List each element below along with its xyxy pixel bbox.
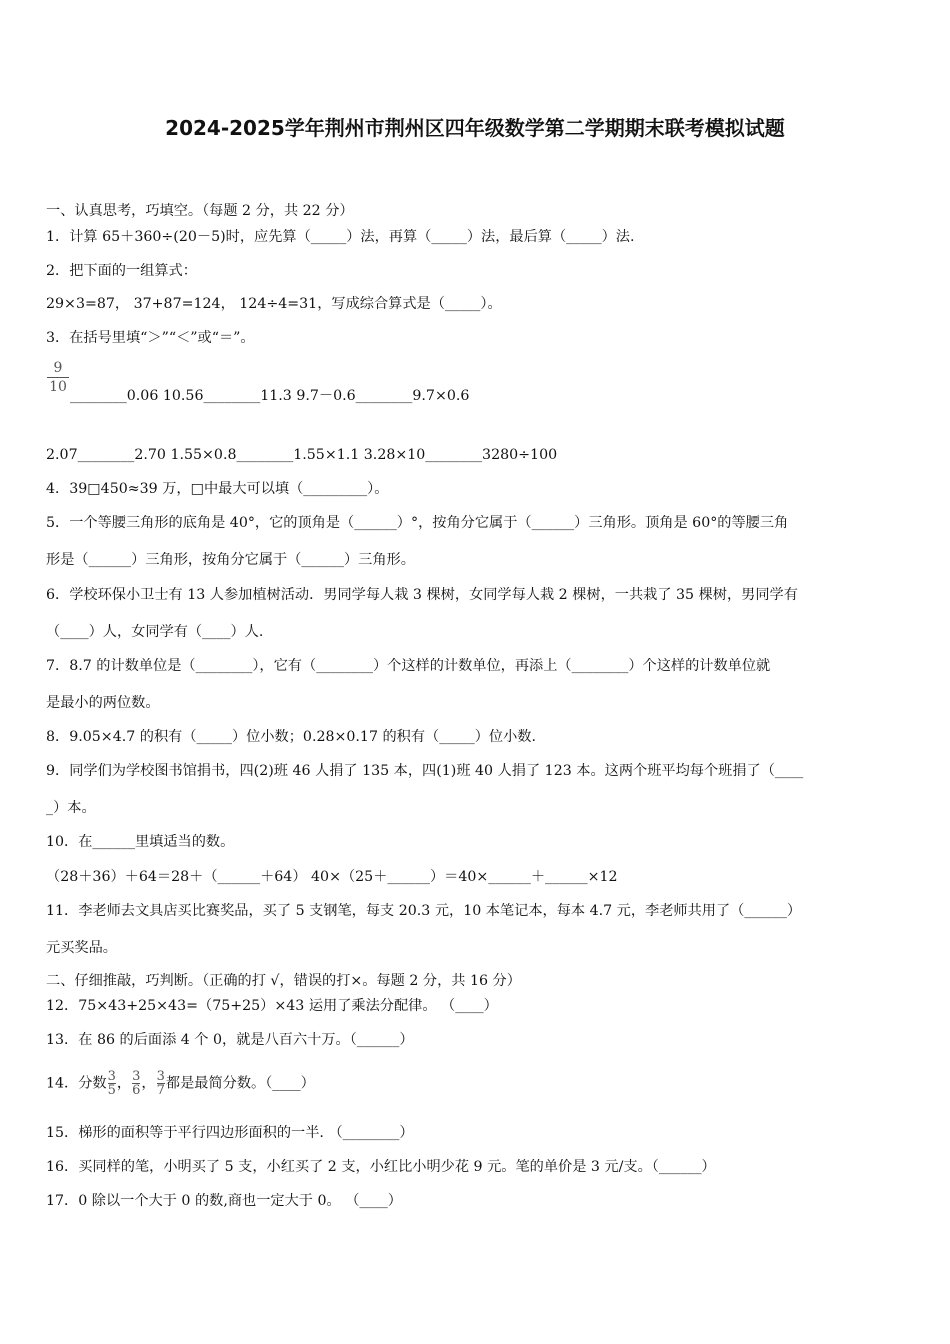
question-2-equations: 29×3=87， 37+87=124， 124÷4=31，写成综合算式是（_____）。: [46, 296, 502, 312]
question-7-line-2: 是最小的两位数。: [46, 695, 160, 711]
question-2: 2．把下面的一组算式：: [46, 263, 197, 279]
question-6-line-1: 6．学校环保小卫士有 13 人参加植树活动．男同学每人栽 3 棵树，女同学每人栽 2 棵树，一共栽了 35 棵树，男同学有: [46, 587, 798, 603]
fraction-three-sevenths: $\frac{3}{7}$: [156, 1069, 165, 1098]
question-11-line-2: 元买奖品。: [46, 940, 117, 956]
fraction-three-fifths: $\frac{3}{5}$: [107, 1069, 116, 1098]
question-4: 4．39□450≈39 万，□中最大可以填（_________）。: [46, 481, 389, 497]
question-1: 1．计算 65＋360÷(20－5)时，应先算（_____）法，再算（_____）法，最后算（_____）法.: [46, 229, 635, 245]
question-5-line-1: 5．一个等腰三角形的底角是 40°，它的顶角是（______）°，按角分它属于（______）三角形。顶角是 60°的等腰三角: [46, 515, 789, 531]
question-5-line-2: 形是（______）三角形，按角分它属于（______）三角形。: [46, 552, 415, 568]
question-13: 13．在 86 的后面添 4 个 0，就是八百六十万。（______）: [46, 1032, 414, 1048]
question-14: [46, 1070, 315, 1097]
question-10: 10．在______里填适当的数。: [46, 834, 235, 850]
question-6-line-2: （____）人，女同学有（____）人.: [46, 624, 264, 640]
question-14-suffix: 都是最简分数。（____）: [165, 1075, 315, 1092]
question-3-row-2: 2.07________2.70 1.55×0.8________1.55×1.1 3.28×10________3280÷100: [46, 447, 558, 463]
fraction-separator: ，: [141, 1075, 156, 1092]
question-14-prefix: 14．分数: [46, 1075, 107, 1092]
fraction-three-sixths: $\frac{3}{6}$: [132, 1069, 141, 1098]
fraction-numerator: 9: [53, 360, 63, 376]
fraction-nine-tenths: [47, 360, 69, 395]
question-12: 12．75×43+25×43=（75+25）×43 运用了乘法分配律。 （____）: [46, 998, 498, 1014]
question-16: 16．买同样的笔，小明买了 5 支，小红买了 2 支，小红比小明少花 9 元。笔的单价是 3 元/支。（______）: [46, 1159, 716, 1175]
fraction-denominator: 10: [49, 379, 67, 395]
question-9-line-1: 9．同学们为学校图书馆捐书，四(2)班 46 人捐了 135 本，四(1)班 40 人捐了 123 本。这两个班平均每个班捐了（____: [46, 763, 804, 779]
fraction-separator: ，: [116, 1075, 132, 1092]
question-3-row-1: ________0.06 10.56________11.3 9.7－0.6________9.7×0.6: [70, 388, 470, 404]
page-title: 2024-2025学年荆州市荆州区四年级数学第二学期期末联考模拟试题: [165, 116, 785, 140]
question-11-line-1: 11．李老师去文具店买比赛奖品，买了 5 支钢笔，每支 20.3 元，10 本笔记本，每本 4.7 元，李老师共用了（______）: [46, 903, 802, 919]
question-8: 8．9.05×4.7 的积有（_____）位小数；0.28×0.17 的积有（_____）位小数.: [46, 729, 536, 745]
section-1-heading: 一、认真思考，巧填空。（每题 2 分，共 22 分）: [46, 203, 354, 219]
section-2-heading: 二、仔细推敲，巧判断。（正确的打 √，错误的打×。每题 2 分，共 16 分）: [46, 973, 521, 989]
question-15: 15．梯形的面积等于平行四边形面积的一半. （________）: [46, 1125, 414, 1141]
question-17: 17．0 除以一个大于 0 的数,商也一定大于 0。 （____）: [46, 1193, 402, 1209]
question-10-equations: （28＋36）＋64＝28＋（______＋64） 40×（25＋______）＝40×______＋______×12: [46, 869, 618, 885]
question-3: 3．在括号里填“＞”“＜”或“＝”。: [46, 330, 255, 346]
question-9-line-2: _）本。: [46, 800, 96, 816]
question-7-line-1: 7．8.7 的计数单位是（________），它有（________）个这样的计数单位，再添上（________）个这样的计数单位就: [46, 658, 771, 674]
